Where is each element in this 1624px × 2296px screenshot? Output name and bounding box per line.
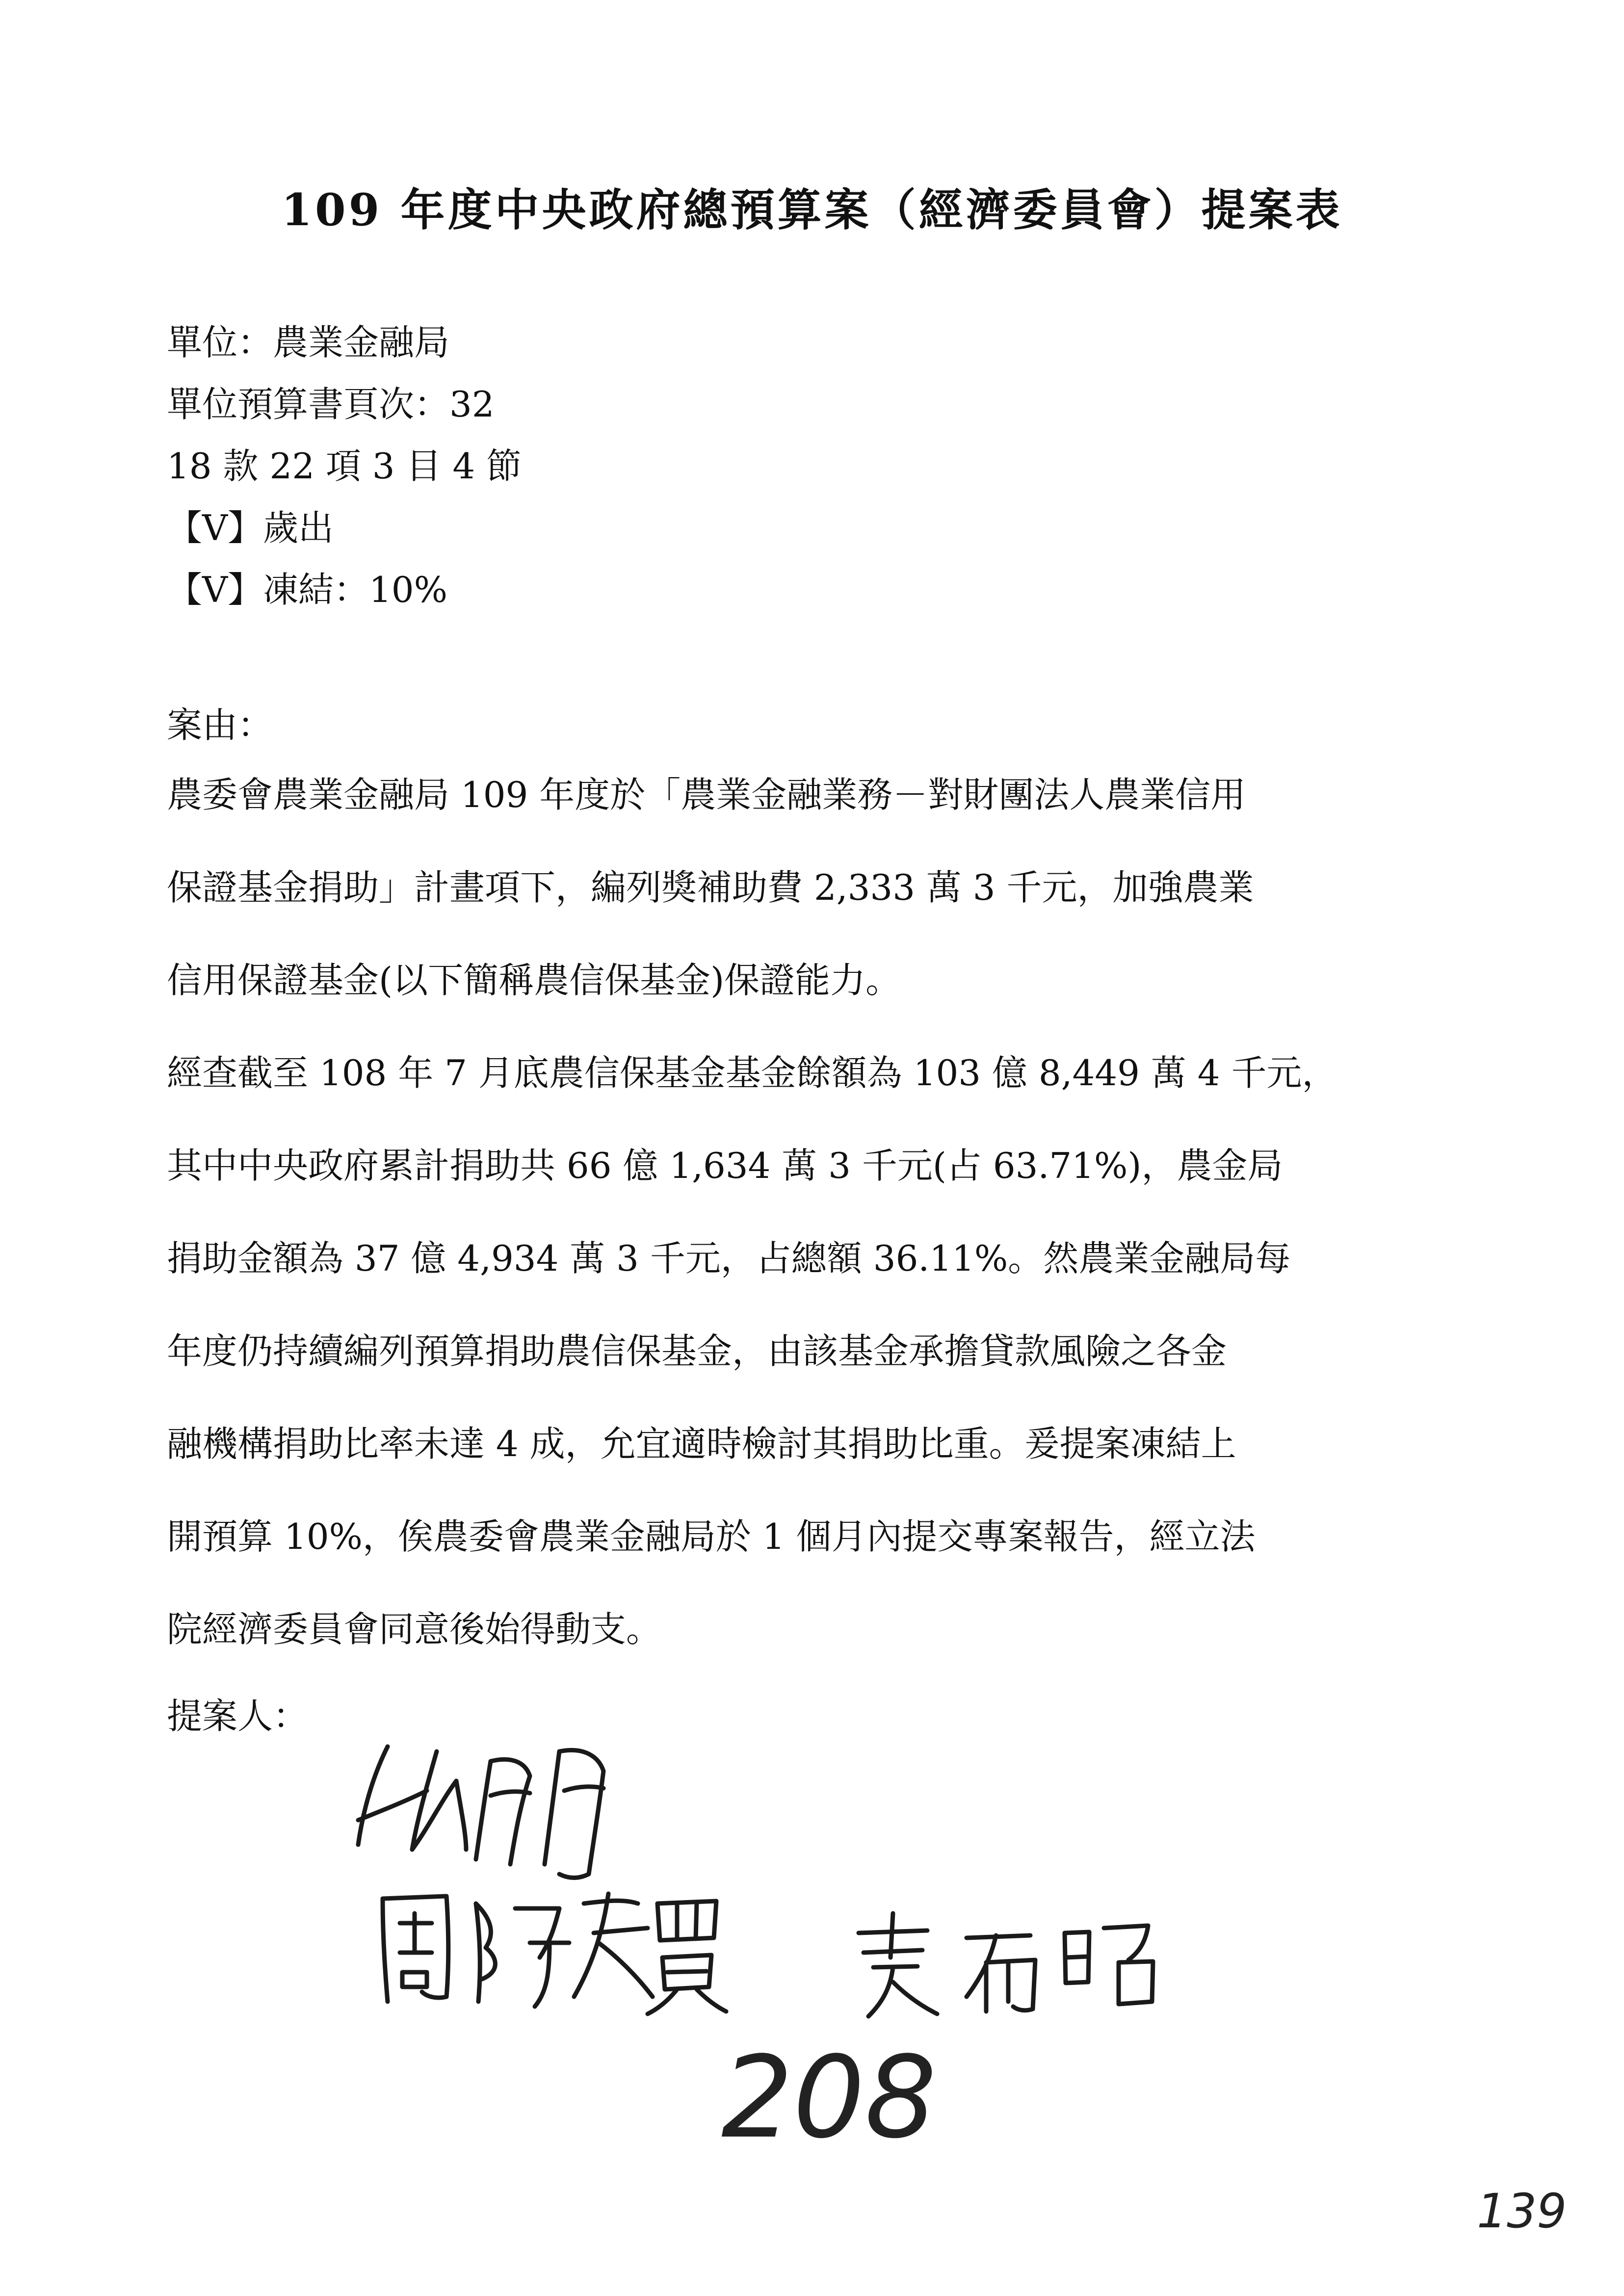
budget-page-line: 單位預算書頁次：32 [167, 384, 495, 425]
body-line: 經查截至 108 年 7 月底農信保基金基金餘額為 103 億 8,449 萬 4 千元， [167, 1052, 1337, 1094]
body-line: 開預算 10%，俟農委會農業金融局於 1 個月內提交專案報告，經立法 [167, 1516, 1256, 1557]
body-line: 融機構捐助比率未達 4 成，允宜適時檢討其捐助比重。爰提案凍結上 [167, 1423, 1236, 1464]
handwritten-number-text: 208 [721, 2033, 937, 2159]
proposer-label: 提案人： [167, 1696, 309, 1737]
page-number-text: 139 [1477, 2184, 1567, 2239]
handwritten-signature-1 [343, 1717, 697, 1894]
handwritten-number [711, 2021, 976, 2159]
body-line: 其中中央政府累計捐助共 66 億 1,634 萬 3 千元(占 63.71%)，農金局 [167, 1145, 1283, 1186]
page-title: 109 年度中央政府總預算案（經濟委員會）提案表 [281, 184, 1343, 236]
handwritten-signature-2 [363, 1874, 736, 2021]
body-line: 捐助金額為 37 億 4,934 萬 3 千元，占總額 36.11%。然農業金融局每 [167, 1238, 1291, 1279]
unit-line: 單位：農業金融局 [167, 322, 450, 363]
reason-label: 案由： [167, 704, 273, 746]
page-number [1472, 2178, 1570, 2242]
body-line: 保證基金捐助」計畫項下，編列獎補助費 2,333 萬 3 千元，加強農業 [167, 867, 1254, 908]
freeze-line: 【V】凍結：10% [167, 569, 448, 610]
expenditure-line: 【V】歲出 [167, 507, 334, 548]
body-line: 信用保證基金(以下簡稱農信保基金)保證能力。 [167, 960, 901, 1001]
reason-body [167, 765, 1492, 1693]
body-line: 年度仍持續編列預算捐助農信保基金，由該基金承擔貸款風險之各金 [167, 1331, 1227, 1372]
body-line: 農委會農業金融局 109 年度於「農業金融業務－對財團法人農業信用 [167, 774, 1246, 815]
budget-code-line: 18 款 22 項 3 目 4 節 [167, 445, 522, 487]
meta-block [167, 312, 522, 621]
handwritten-signature-3 [844, 1904, 1163, 2031]
body-line: 院經濟委員會同意後始得動支。 [167, 1609, 662, 1650]
